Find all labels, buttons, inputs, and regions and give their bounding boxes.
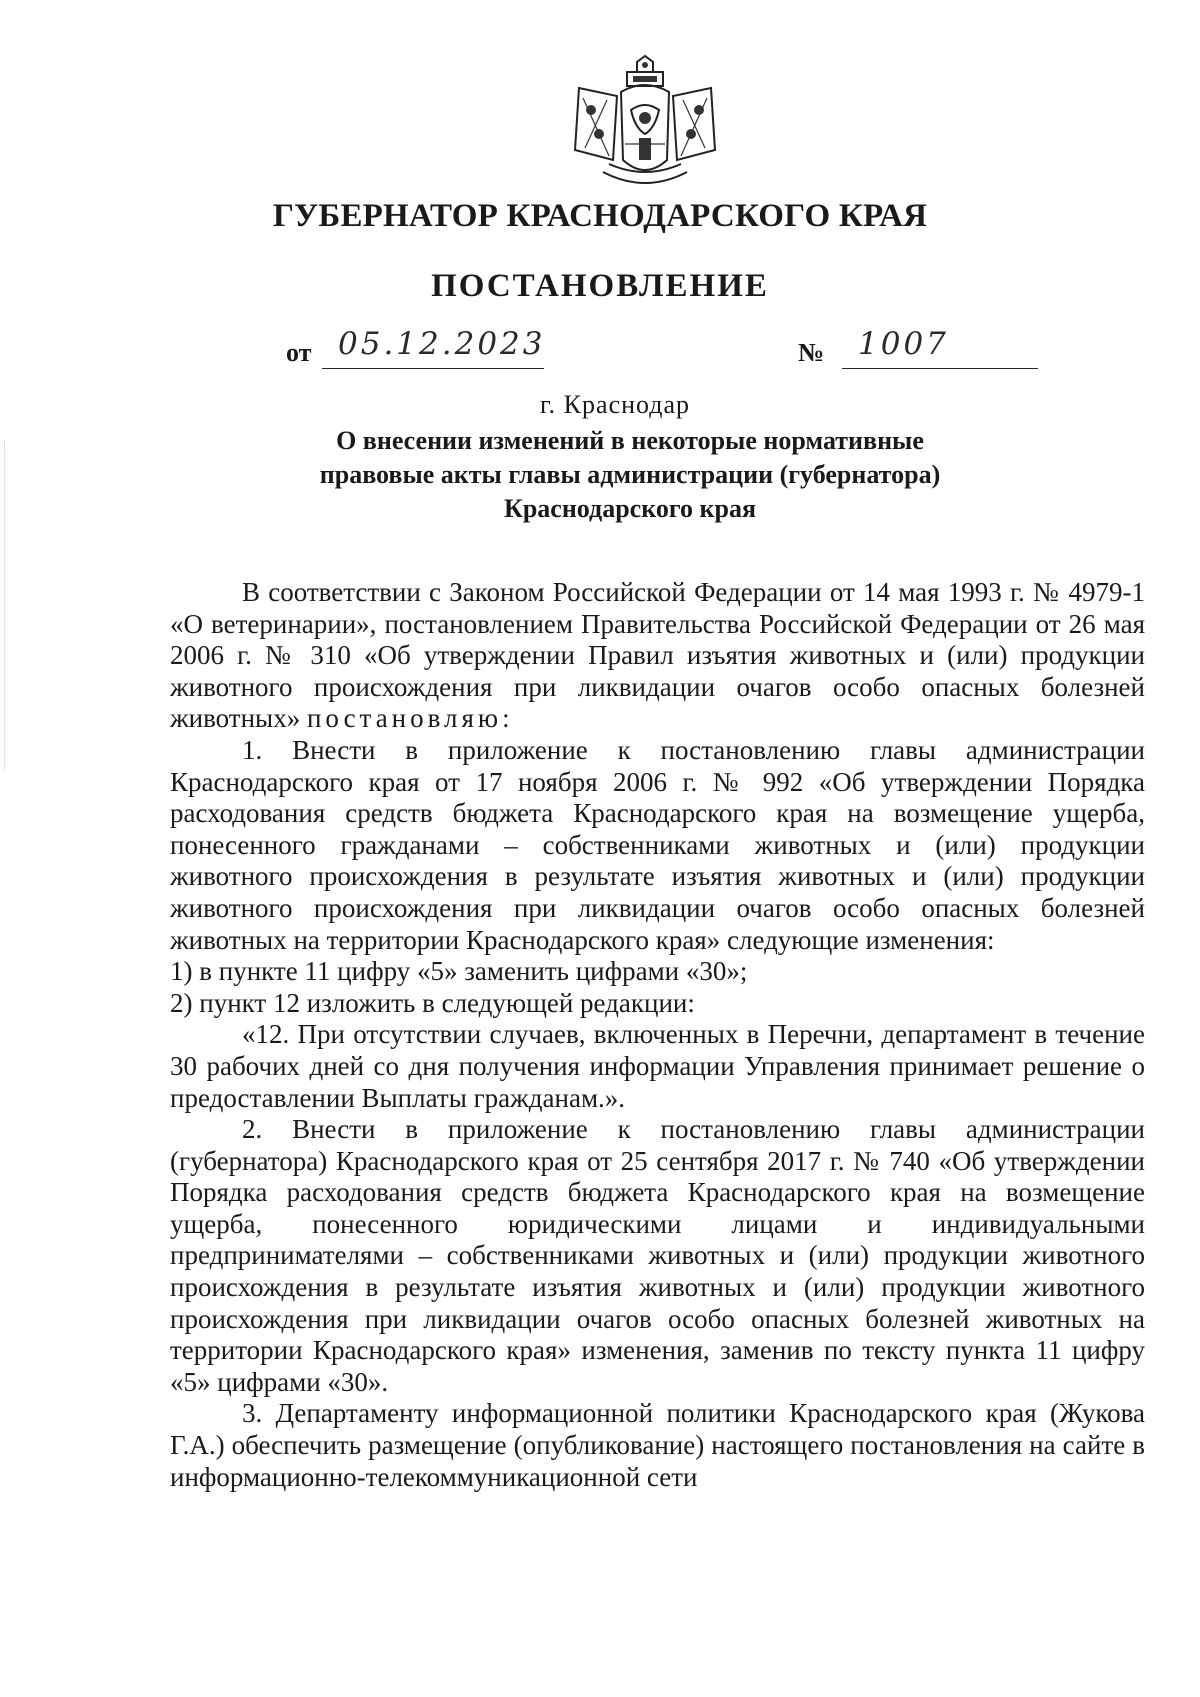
document-title <box>200 424 1060 526</box>
title-line: Краснодарского края <box>503 494 757 523</box>
document-meta-row <box>0 328 1200 378</box>
clause-1-paragraph: 1. Внести в приложение к постановлению главы администрации Краснодарского края от 17 ноября 2006 г. № 992 «Об утверждении Порядка расходования средств бюджета Краснодарского края на возмещение ущерба, понесенного гражданами – собственниками животных и (или) продукции животного происхождения в результате изъятия животных и (или) продукции животного происхождения при ликвидации очагов особо опасных болезней животных на территории Краснодарского края» следующие изменения: <box>170 734 1145 955</box>
handwritten-date: 05.12.2023 <box>338 326 546 362</box>
clause-2-paragraph: 2. Внести в приложение к постановлению главы администрации (губернатора) Краснодарского края от 25 сентября 2017 г. № 740 «Об утверждении Порядка расходования средств бюджета Краснодарского края на возмещение ущерба, понесенного юридическими лицами и индивидуальными предпринимателями – собственниками животных и (или) продукции животного происхождения в результате изъятия животных и (или) продукции животного происхождения при ликвидации очагов особо опасных болезней животных на территории Краснодарского края» изменения, заменив по тексту пункта 11 цифру «5» цифрами «30». <box>170 1114 1145 1397</box>
coat-of-arms-emblem <box>563 48 727 194</box>
date-label: от <box>286 338 312 367</box>
city-line: г. Краснодар <box>539 390 691 419</box>
handwritten-number: 1007 <box>858 326 949 362</box>
preamble-paragraph <box>170 577 1145 735</box>
subclause-1: 1) в пункте 11 цифру «5» заменить цифрами «30»; <box>170 956 748 987</box>
clause-3-paragraph: 3. Департаменту информационной политики Краснодарского края (Жукова Г.А.) обеспечить размещение (опубликование) настоящего постановления на сайте в информационно-телекоммуникационной сети <box>170 1398 1145 1492</box>
resolves-word: постановляю: <box>306 703 514 734</box>
document-type-heading: ПОСТАНОВЛЕНИЕ <box>431 268 769 304</box>
date-field <box>322 328 544 369</box>
number-label: № <box>798 338 825 367</box>
subclause-2: 2) пункт 12 изложить в следующей редакции: <box>170 987 695 1018</box>
title-line: правовые акты главы администрации (губернатора) <box>319 460 941 489</box>
preamble-text: В соответствии с Законом Российской Федерации от 14 мая 1993 г. № 4979-1 «О ветеринарии», постановлением Правительства Российской Федерации от 26 мая 2006 г. № 310 «Об утверждении Правил изъятия животных и (или) продукции животного происхождения при ликвидации очагов особо опасных болезней животных» <box>170 577 1145 734</box>
document-body <box>170 577 1145 1493</box>
number-field <box>842 328 1038 369</box>
scan-margin-mark <box>4 440 6 770</box>
issuing-authority: ГУБЕРНАТОР КРАСНОДАРСКОГО КРАЯ <box>272 198 928 234</box>
quoted-clause-12: «12. При отсутствии случаев, включенных в Перечни, департамент в течение 30 рабочих дней со дня получения информации Управления принимает решение о предоставлении Выплаты гражданам.». <box>170 1019 1145 1113</box>
title-line: О внесении изменений в некоторые нормативные <box>336 426 924 455</box>
